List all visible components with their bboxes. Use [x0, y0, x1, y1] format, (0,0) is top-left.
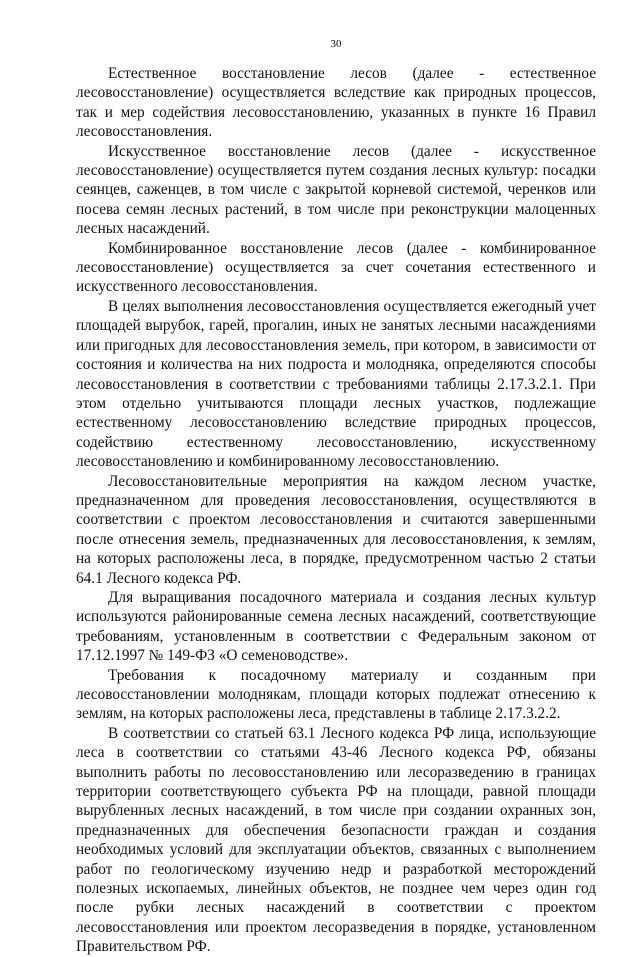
- paragraph-article-63-1: В соответствии со статьей 63.1 Лесного кодекса РФ лица, использующие леса в соответствии со статьями 43-46 Лесного кодекса РФ, обязаны выполнить работы по лесовосстановлению или лесоразведению в границах территории соответствующего субъекта РФ на площади, равной площади вырубленных лесных насаждений, в том числе при создании охранных зон, предназначенных для обеспечения безопасности граждан и создания необходимых условий для эксплуатации объектов, связанных с выполнением работ по геологическому изучению недр и разработкой месторождений полезных ископаемых, линейных объектов, не позднее чем через один год после рубки лесных насаждений в соответствии с проектом лесовосстановления или проектом лесоразведения в порядке, установленном Правительством РФ.: [76, 724, 596, 956]
- document-page: [76, 38, 596, 957]
- paragraph-annual-accounting: В целях выполнения лесовосстановления осуществляется ежегодный учет площадей вырубок, гарей, прогалин, иных не занятых лесными насаждениями или пригодных для лесовосстановления земель, при котором, в зависимости от состояния и количества на них подроста и молодняка, определяются способы лесовосстановления в соответствии с требованиями таблицы 2.17.3.2.1. При этом отдельно учитываются площади лесных участков, подлежащие естественному лесовосстановлению вследствие природных процессов, содействию естественному лесовосстановлению, искусственному лесовосстановлению и комбинированному лесовосстановлению.: [76, 297, 596, 471]
- page-number: 30: [330, 38, 342, 50]
- paragraph-requirements: Требования к посадочному материалу и созданным при лесовосстановлении молоднякам, площади которых подлежат отнесению к землям, на которых расположены леса, представлены в таблице 2.17.3.2.2.: [76, 666, 596, 723]
- paragraph-combined-restoration: Комбинированное восстановление лесов (далее - комбинированное лесовосстановление) осуществляется за счет сочетания естественного и искусственного лесовосстановления.: [76, 239, 596, 296]
- paragraph-planting-material: Для выращивания посадочного материала и создания лесных культур используются районированные семена лесных насаждений, соответствующие требованиям, установленным в соответствии с Федеральным законом от 17.12.1997 № 149-ФЗ «О семеноводстве».: [76, 588, 596, 665]
- paragraph-natural-restoration: Естественное восстановление лесов (далее - естественное лесовосстановление) осуществляется вследствие как природных процессов, так и мер содействия лесовосстановлению, указанных в пункте 16 Правил лесовосстановления.: [76, 65, 596, 141]
- paragraph-artificial-restoration: Искусственное восстановление лесов (далее - искусственное лесовосстановление) осуществляется путем создания лесных культур: посадки сеянцев, саженцев, в том числе с закрытой корневой системой, черенков или посева семян лесных растений, в том числе при реконструкции малоценных лесных насаждений.: [76, 142, 596, 238]
- paragraph-restoration-measures: Лесовосстановительные мероприятия на каждом лесном участке, предназначенном для проведения лесовосстановления, осуществляются в соответствии с проектом лесовосстановления и считаются завершенными после отнесения земель, предназначенных для лесовосстановления, к землям, на которых расположены леса, в порядке, предусмотренном частью 2 статьи 64.1 Лесного кодекса РФ.: [76, 472, 596, 587]
